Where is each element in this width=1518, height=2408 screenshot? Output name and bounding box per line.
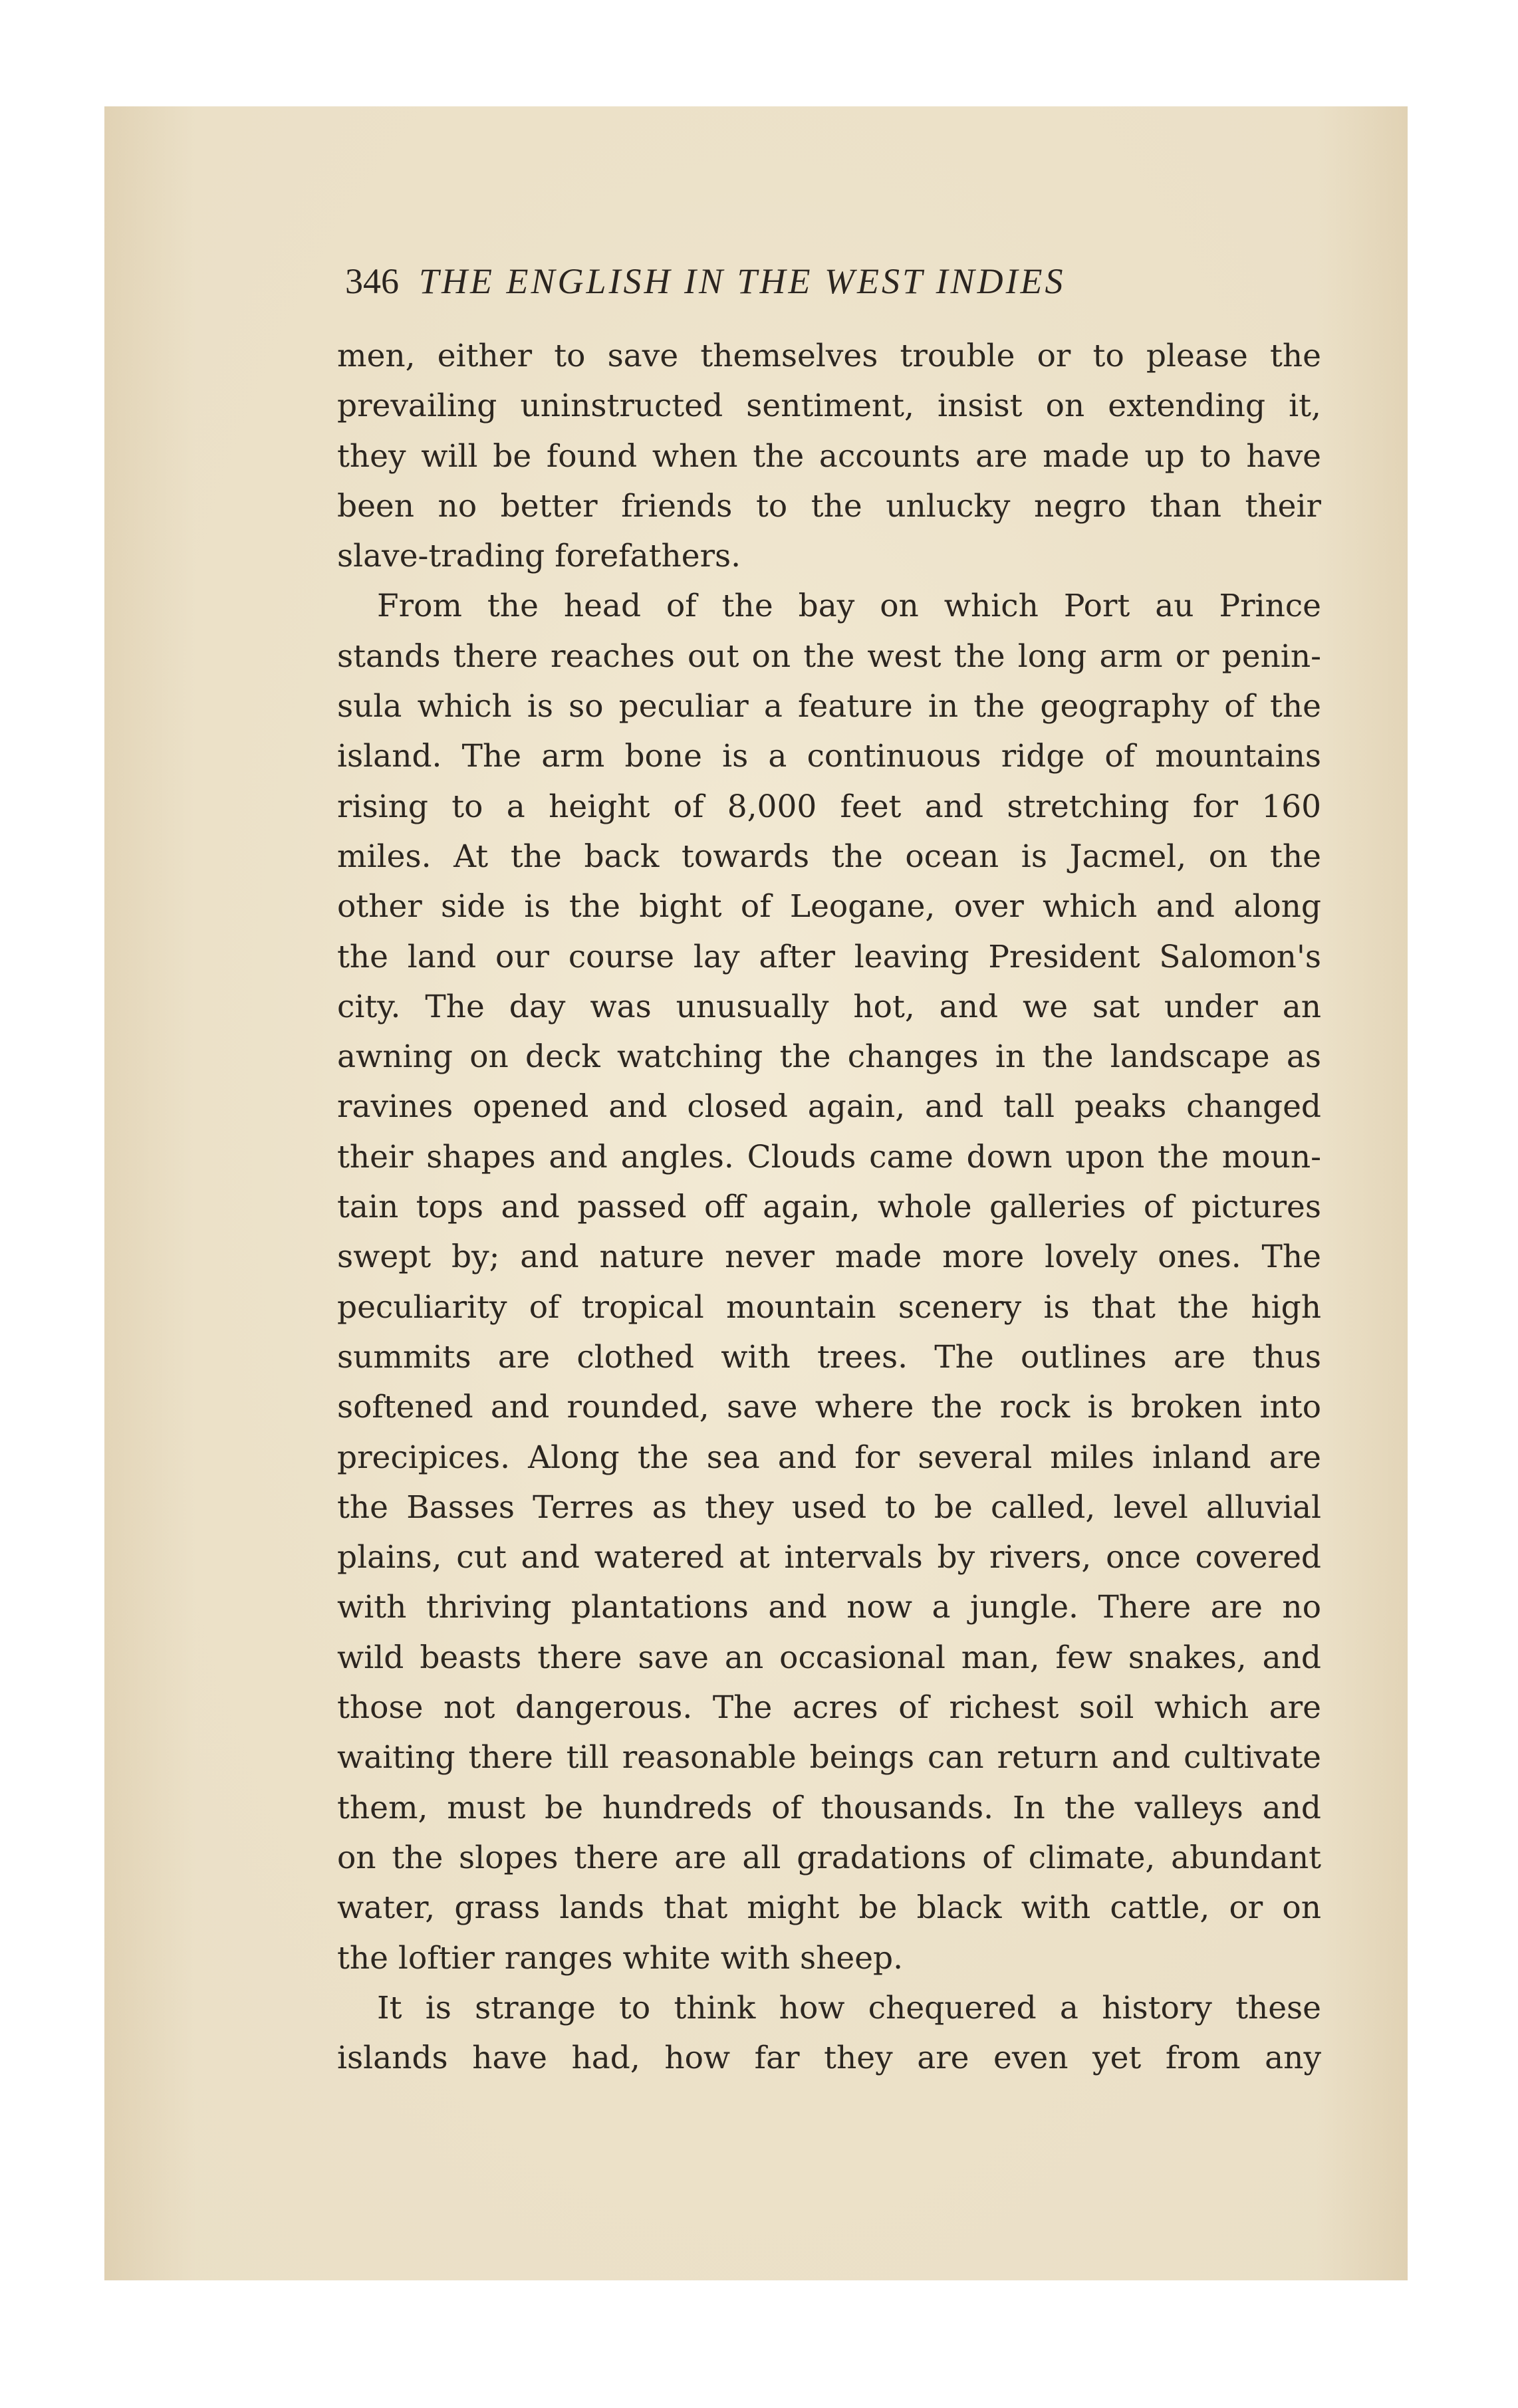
text-line: those not dangerous. The acres of richest soil which are [337,1689,1321,1727]
text-line: wild beasts there save an occasional man, few snakes, and [337,1639,1321,1676]
book-page-scan [104,106,1408,2280]
text-line: the land our course lay after leaving President Salomon's [337,938,1321,975]
text-line: rising to a height of 8,000 feet and stretching for 160 [337,788,1321,825]
text-line: island. The arm bone is a continuous ridge of mountains [337,738,1321,775]
text-line: been no better friends to the unlucky negro than their [337,487,1321,525]
text-line: peculiarity of tropical mountain scenery is that the high [337,1288,1321,1326]
text-line: It is strange to think how chequered a history these [377,1989,1321,2026]
text-line: tain tops and passed off again, whole galleries of pictures [337,1189,1321,1226]
text-line: city. The day was unusually hot, and we sat under an [337,988,1321,1025]
text-line: sula which is so peculiar a feature in the geography of the [337,688,1321,725]
text-line: ravines opened and closed again, and tall peaks changed [337,1088,1321,1126]
text-line: the loftier ranges white with sheep. [337,1939,904,1977]
text-line: islands have had, how far they are even yet from any [337,2040,1321,2077]
text-line: slave-trading forefathers. [337,538,741,575]
body-text [337,331,1321,2083]
text-line: their shapes and angles. Clouds came down upon the moun- [337,1138,1321,1175]
page-number: 346 [345,261,399,301]
text-line: them, must be hundreds of thousands. In the valleys and [337,1789,1321,1826]
text-line: precipices. Along the sea and for several miles inland are [337,1439,1321,1476]
text-line: they will be found when the accounts are made up to have [337,437,1321,475]
text-line: the Basses Terres as they used to be called, level alluvial [337,1489,1321,1526]
running-title: THE ENGLISH IN THE WEST INDIES [419,261,1066,301]
text-line: stands there reaches out on the west the long arm or penin- [337,638,1321,675]
text-line: softened and rounded, save where the rock is broken into [337,1389,1321,1426]
text-line: other side is the bight of Leogane, over which and along [337,888,1321,925]
text-line: plains, cut and watered at intervals by rivers, once covered [337,1539,1321,1576]
text-line: From the head of the bay on which Port au Prince [377,588,1321,625]
running-head [345,261,1289,302]
text-line: water, grass lands that might be black with cattle, or on [337,1889,1321,1927]
text-line: waiting there till reasonable beings can return and cultivate [337,1739,1321,1776]
text-line: prevailing uninstructed sentiment, insist on extending it, [337,388,1321,425]
text-line: awning on deck watching the changes in the landscape as [337,1038,1321,1076]
text-line: miles. At the back towards the ocean is Jacmel, on the [337,838,1321,875]
text-line: with thriving plantations and now a jungle. There are no [337,1589,1321,1626]
text-line: summits are clothed with trees. The outlines are thus [337,1338,1321,1376]
text-line: on the slopes there are all gradations of climate, abundant [337,1839,1321,1876]
text-line: men, either to save themselves trouble or to please the [337,338,1321,374]
text-line: swept by; and nature never made more lovely ones. The [337,1239,1321,1276]
